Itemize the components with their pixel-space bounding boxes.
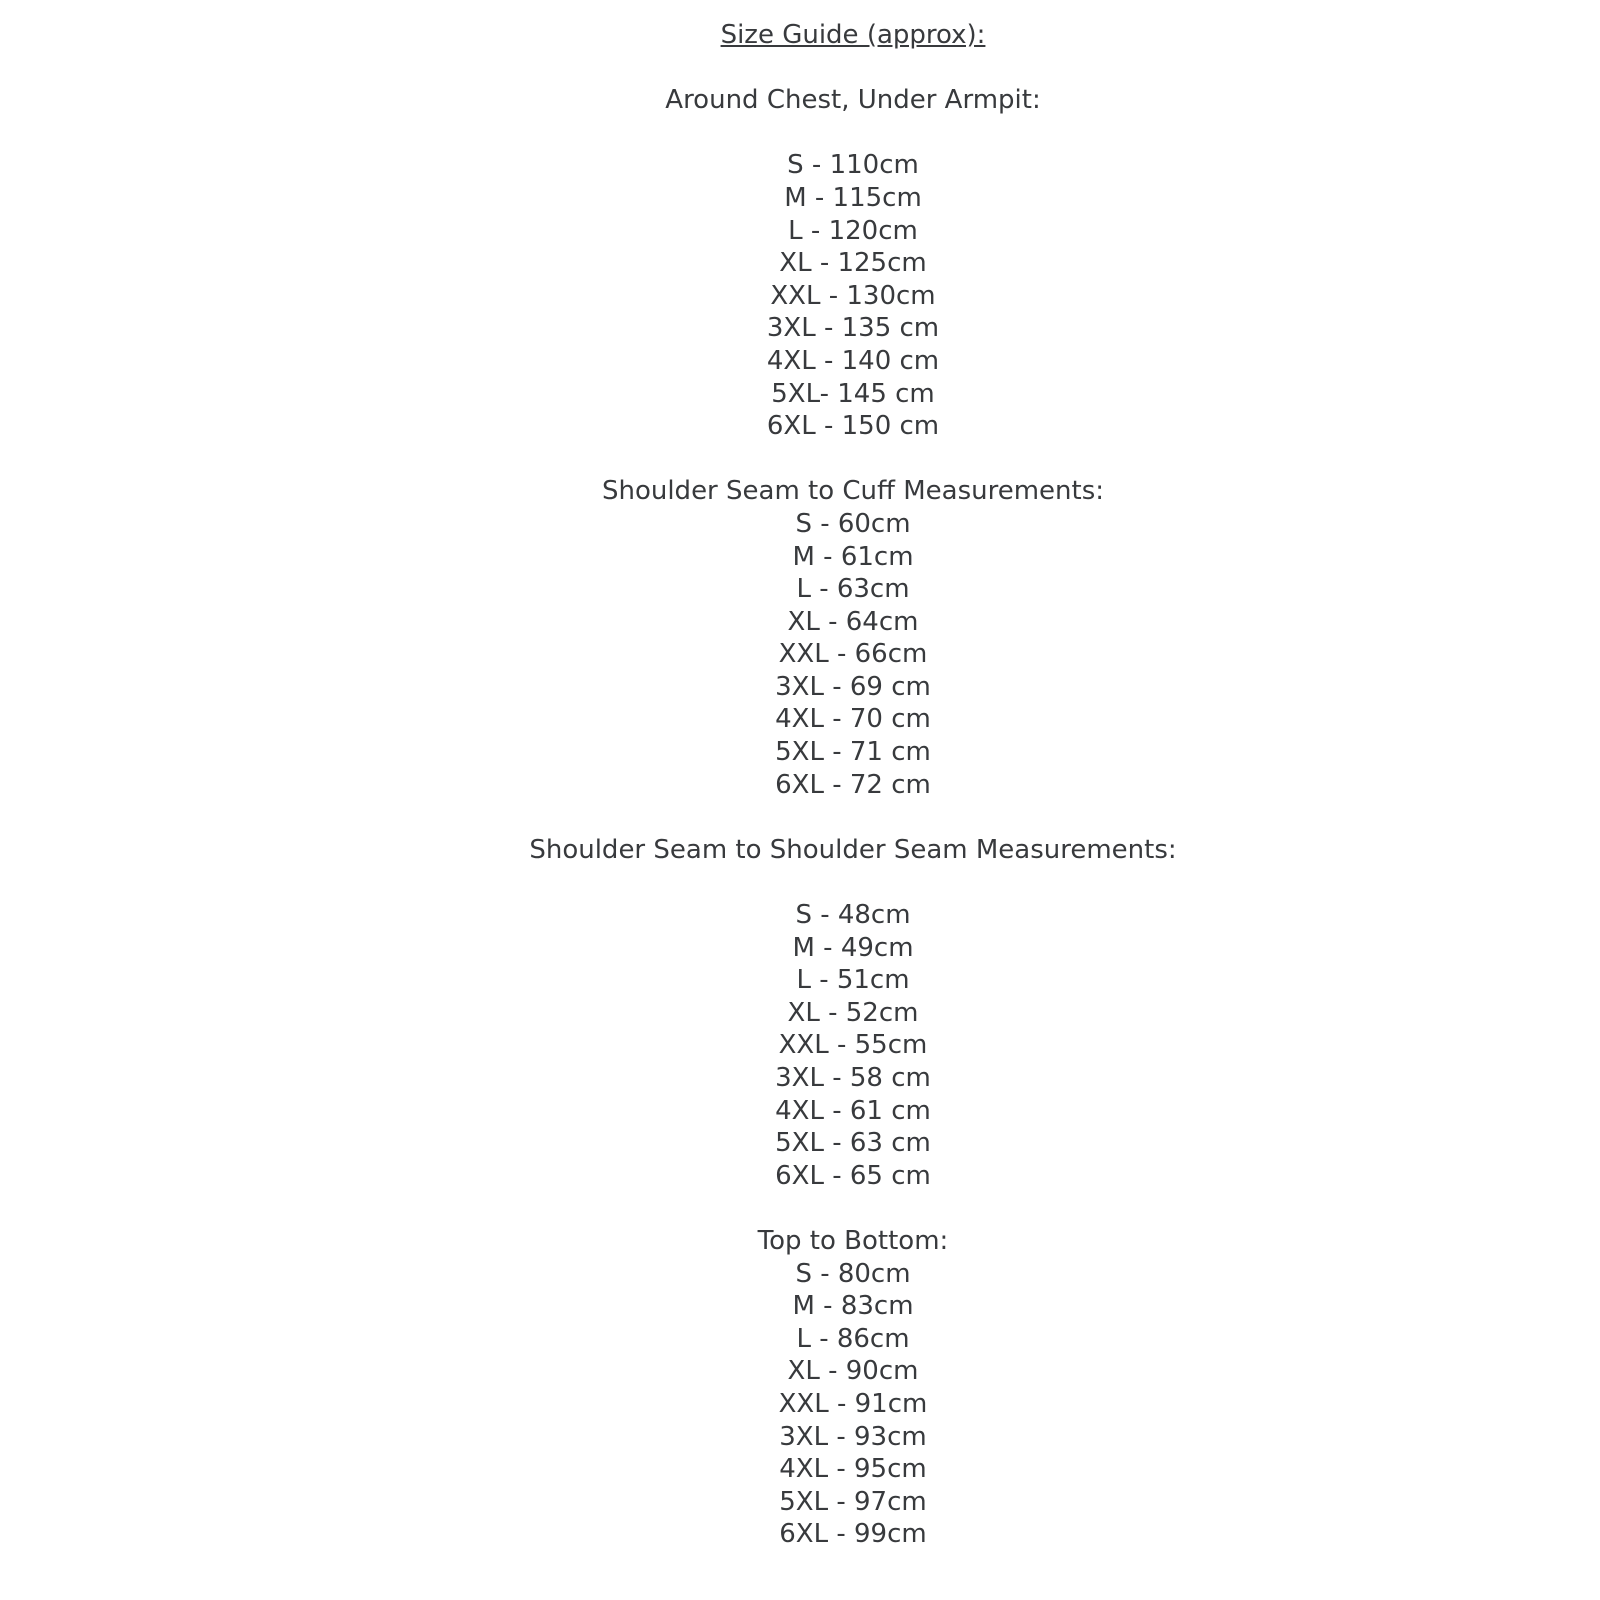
size-row: XL - 90cm (787, 1356, 919, 1387)
size-row: L - 86cm (796, 1323, 910, 1354)
size-row: XL - 125cm (779, 248, 927, 279)
size-row: S - 60cm (795, 508, 911, 539)
size-row: 5XL - 63 cm (775, 1128, 931, 1159)
size-row: 5XL- 145 cm (771, 378, 935, 409)
size-row: XXL - 91cm (778, 1388, 928, 1419)
size-row: M - 49cm (792, 932, 914, 963)
blank-line (106, 443, 1600, 476)
size-row: XXL - 55cm (778, 1030, 928, 1061)
blank-line (106, 52, 1600, 85)
size-row: L - 63cm (796, 574, 910, 605)
size-row: S - 48cm (795, 900, 911, 931)
section-heading: Around Chest, Under Armpit: (665, 85, 1041, 116)
section-chest (106, 84, 1600, 443)
section-heading: Shoulder Seam to Cuff Measurements: (601, 476, 1105, 507)
section-shoulder (106, 834, 1600, 1193)
size-row: M - 83cm (792, 1291, 914, 1322)
size-row: 5XL - 71 cm (775, 737, 931, 768)
size-row: XL - 52cm (787, 997, 919, 1028)
size-row: 4XL - 140 cm (766, 345, 940, 376)
blank-line (106, 117, 1600, 150)
size-row: 6XL - 72 cm (775, 769, 931, 800)
page-title: Size Guide (approx): (720, 20, 986, 50)
section-sleeve (106, 475, 1600, 801)
size-row: 3XL - 93cm (779, 1421, 927, 1452)
size-row: XL - 64cm (787, 606, 919, 637)
section-heading: Shoulder Seam to Shoulder Seam Measurements: (529, 834, 1177, 865)
size-row: 3XL - 69 cm (775, 671, 931, 702)
size-row: 5XL - 97cm (779, 1486, 927, 1517)
size-row: 4XL - 95cm (779, 1454, 927, 1485)
size-row: 4XL - 70 cm (775, 704, 931, 735)
blank-line (106, 866, 1600, 899)
section-heading: Top to Bottom: (757, 1225, 949, 1256)
section-length (106, 1225, 1600, 1551)
size-row: S - 110cm (787, 150, 919, 181)
size-row: XXL - 130cm (770, 280, 936, 311)
size-row: 3XL - 135 cm (766, 313, 940, 344)
size-row: XXL - 66cm (778, 639, 928, 670)
size-row: L - 120cm (788, 215, 918, 246)
size-row: S - 80cm (795, 1258, 911, 1289)
blank-line (106, 801, 1600, 834)
size-row: 4XL - 61 cm (775, 1095, 931, 1126)
size-row: 6XL - 99cm (779, 1519, 927, 1550)
size-row: L - 51cm (796, 965, 910, 996)
size-row: 6XL - 150 cm (766, 411, 940, 442)
blank-line (106, 1192, 1600, 1225)
size-row: 6XL - 65 cm (775, 1160, 931, 1191)
size-row: 3XL - 58 cm (775, 1063, 931, 1093)
size-row: M - 115cm (784, 182, 922, 213)
size-row: M - 61cm (792, 541, 914, 572)
